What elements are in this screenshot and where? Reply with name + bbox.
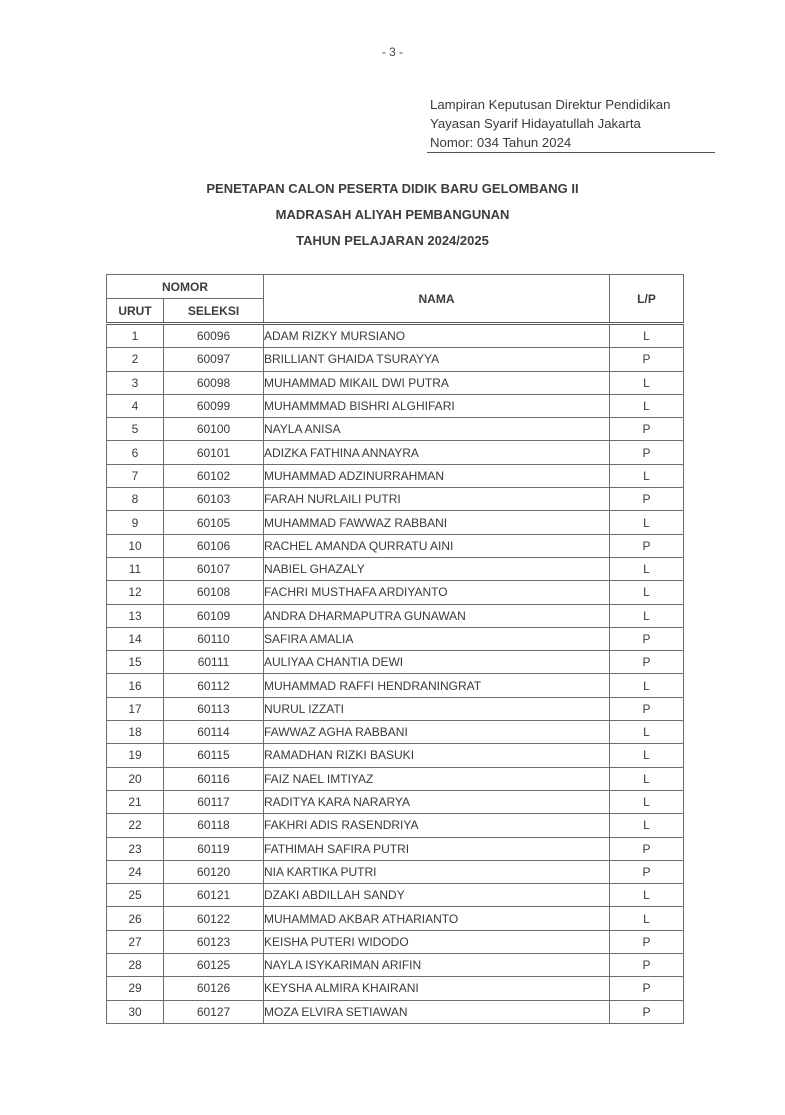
cell-nama: RACHEL AMANDA QURRATU AINI (264, 534, 610, 557)
cell-lp: P (610, 977, 684, 1000)
cell-urut: 10 (107, 534, 164, 557)
cell-urut: 18 (107, 721, 164, 744)
cell-urut: 17 (107, 697, 164, 720)
cell-urut: 19 (107, 744, 164, 767)
cell-seleksi: 60123 (164, 930, 264, 953)
cell-nama: FACHRI MUSTHAFA ARDIYANTO (264, 581, 610, 604)
header-nomor: NOMOR (107, 275, 264, 299)
cell-lp: P (610, 651, 684, 674)
cell-nama: ADAM RIZKY MURSIANO (264, 324, 610, 348)
cell-lp: P (610, 441, 684, 464)
cell-urut: 8 (107, 488, 164, 511)
table-row (107, 651, 684, 674)
table-row (107, 1000, 684, 1023)
document-title (0, 176, 785, 254)
title-line-year: TAHUN PELAJARAN 2024/2025 (296, 233, 489, 248)
cell-lp: P (610, 488, 684, 511)
header-lp: L/P (610, 275, 684, 324)
table-row (107, 837, 684, 860)
header-urut: URUT (107, 299, 164, 324)
header-nama: NAMA (264, 275, 610, 324)
cell-urut: 4 (107, 394, 164, 417)
table-row (107, 348, 684, 371)
table-row (107, 744, 684, 767)
cell-lp: L (610, 790, 684, 813)
cell-lp: L (610, 557, 684, 580)
cell-lp: P (610, 837, 684, 860)
cell-urut: 13 (107, 604, 164, 627)
cell-lp: P (610, 627, 684, 650)
table-row (107, 721, 684, 744)
cell-nama: ADIZKA FATHINA ANNAYRA (264, 441, 610, 464)
cell-nama: FARAH NURLAILI PUTRI (264, 488, 610, 511)
cell-lp: P (610, 418, 684, 441)
table-row (107, 324, 684, 348)
cell-seleksi: 60100 (164, 418, 264, 441)
table-row (107, 884, 684, 907)
cell-urut: 6 (107, 441, 164, 464)
attachment-line-foundation: Yayasan Syarif Hidayatullah Jakarta (430, 116, 641, 131)
cell-urut: 9 (107, 511, 164, 534)
cell-urut: 15 (107, 651, 164, 674)
cell-lp: L (610, 767, 684, 790)
cell-seleksi: 60119 (164, 837, 264, 860)
cell-seleksi: 60112 (164, 674, 264, 697)
attachment-underline (427, 152, 715, 153)
cell-seleksi: 60116 (164, 767, 264, 790)
cell-urut: 5 (107, 418, 164, 441)
cell-seleksi: 60101 (164, 441, 264, 464)
cell-seleksi: 60122 (164, 907, 264, 930)
cell-nama: NURUL IZZATI (264, 697, 610, 720)
cell-lp: L (610, 814, 684, 837)
cell-nama: AULIYAA CHANTIA DEWI (264, 651, 610, 674)
cell-lp: L (610, 907, 684, 930)
cell-lp: L (610, 721, 684, 744)
cell-nama: FAKHRI ADIS RASENDRIYA (264, 814, 610, 837)
cell-nama: MUHAMMAD MIKAIL DWI PUTRA (264, 371, 610, 394)
cell-nama: NAYLA ISYKARIMAN ARIFIN (264, 954, 610, 977)
table-row (107, 371, 684, 394)
cell-urut: 16 (107, 674, 164, 697)
table-row (107, 627, 684, 650)
table-row (107, 860, 684, 883)
cell-nama: RAMADHAN RIZKI BASUKI (264, 744, 610, 767)
title-line-main: PENETAPAN CALON PESERTA DIDIK BARU GELOMBANG II (206, 181, 579, 196)
cell-nama: RADITYA KARA NARARYA (264, 790, 610, 813)
cell-nama: MUHAMMAD RAFFI HENDRANINGRAT (264, 674, 610, 697)
cell-lp: L (610, 464, 684, 487)
cell-seleksi: 60126 (164, 977, 264, 1000)
cell-nama: SAFIRA AMALIA (264, 627, 610, 650)
page-number: - 3 - (381, 45, 404, 59)
cell-seleksi: 60118 (164, 814, 264, 837)
cell-lp: P (610, 348, 684, 371)
table-row (107, 534, 684, 557)
table-row (107, 418, 684, 441)
cell-seleksi: 60114 (164, 721, 264, 744)
cell-seleksi: 60111 (164, 651, 264, 674)
cell-lp: L (610, 604, 684, 627)
table-row (107, 511, 684, 534)
cell-lp: L (610, 674, 684, 697)
table-row (107, 604, 684, 627)
cell-seleksi: 60109 (164, 604, 264, 627)
table-row (107, 441, 684, 464)
table-row (107, 697, 684, 720)
cell-seleksi: 60117 (164, 790, 264, 813)
cell-nama: NIA KARTIKA PUTRI (264, 860, 610, 883)
cell-urut: 7 (107, 464, 164, 487)
cell-urut: 3 (107, 371, 164, 394)
cell-seleksi: 60102 (164, 464, 264, 487)
cell-seleksi: 60105 (164, 511, 264, 534)
cell-nama: MUHAMMAD AKBAR ATHARIANTO (264, 907, 610, 930)
cell-lp: L (610, 371, 684, 394)
cell-nama: MUHAMMMAD BISHRI ALGHIFARI (264, 394, 610, 417)
cell-lp: L (610, 511, 684, 534)
cell-seleksi: 60115 (164, 744, 264, 767)
attachment-line-number: Nomor: 034 Tahun 2024 (430, 135, 572, 150)
cell-urut: 24 (107, 860, 164, 883)
table-row (107, 464, 684, 487)
header-seleksi: SELEKSI (164, 299, 264, 324)
cell-urut: 26 (107, 907, 164, 930)
cell-nama: NABIEL GHAZALY (264, 557, 610, 580)
cell-urut: 12 (107, 581, 164, 604)
cell-nama: NAYLA ANISA (264, 418, 610, 441)
table-row (107, 488, 684, 511)
cell-urut: 2 (107, 348, 164, 371)
table-row (107, 930, 684, 953)
table-header (107, 275, 684, 324)
cell-lp: L (610, 324, 684, 348)
cell-nama: MOZA ELVIRA SETIAWAN (264, 1000, 610, 1023)
cell-urut: 28 (107, 954, 164, 977)
cell-urut: 27 (107, 930, 164, 953)
cell-urut: 21 (107, 790, 164, 813)
cell-lp: P (610, 1000, 684, 1023)
cell-seleksi: 60106 (164, 534, 264, 557)
cell-seleksi: 60108 (164, 581, 264, 604)
cell-lp: L (610, 744, 684, 767)
table-row (107, 907, 684, 930)
cell-seleksi: 60103 (164, 488, 264, 511)
cell-urut: 29 (107, 977, 164, 1000)
cell-lp: P (610, 954, 684, 977)
cell-nama: MUHAMMAD ADZINURRAHMAN (264, 464, 610, 487)
table-row (107, 790, 684, 813)
cell-seleksi: 60098 (164, 371, 264, 394)
table-row (107, 674, 684, 697)
table-body (107, 324, 684, 1024)
cell-nama: KEISHA PUTERI WIDODO (264, 930, 610, 953)
cell-nama: ANDRA DHARMAPUTRA GUNAWAN (264, 604, 610, 627)
cell-urut: 23 (107, 837, 164, 860)
table-row (107, 814, 684, 837)
cell-seleksi: 60120 (164, 860, 264, 883)
cell-lp: P (610, 697, 684, 720)
cell-seleksi: 60107 (164, 557, 264, 580)
cell-lp: L (610, 394, 684, 417)
attachment-line-decree: Lampiran Keputusan Direktur Pendidikan (430, 97, 671, 112)
cell-nama: MUHAMMAD FAWWAZ RABBANI (264, 511, 610, 534)
table-row (107, 581, 684, 604)
cell-nama: KEYSHA ALMIRA KHAIRANI (264, 977, 610, 1000)
cell-seleksi: 60097 (164, 348, 264, 371)
cell-seleksi: 60099 (164, 394, 264, 417)
cell-lp: L (610, 581, 684, 604)
cell-lp: P (610, 860, 684, 883)
title-line-school: MADRASAH ALIYAH PEMBANGUNAN (275, 207, 510, 222)
student-roster-table (106, 274, 684, 1024)
cell-urut: 14 (107, 627, 164, 650)
table-row (107, 557, 684, 580)
cell-nama: DZAKI ABDILLAH SANDY (264, 884, 610, 907)
cell-lp: P (610, 534, 684, 557)
cell-seleksi: 60127 (164, 1000, 264, 1023)
cell-nama: BRILLIANT GHAIDA TSURAYYA (264, 348, 610, 371)
cell-nama: FAIZ NAEL IMTIYAZ (264, 767, 610, 790)
cell-lp: P (610, 930, 684, 953)
table-row (107, 767, 684, 790)
table-row (107, 394, 684, 417)
cell-seleksi: 60096 (164, 324, 264, 348)
cell-urut: 25 (107, 884, 164, 907)
table-row (107, 954, 684, 977)
cell-urut: 22 (107, 814, 164, 837)
cell-seleksi: 60125 (164, 954, 264, 977)
cell-urut: 20 (107, 767, 164, 790)
table-row (107, 977, 684, 1000)
cell-seleksi: 60113 (164, 697, 264, 720)
cell-nama: FATHIMAH SAFIRA PUTRI (264, 837, 610, 860)
attachment-reference (430, 95, 716, 152)
cell-nama: FAWWAZ AGHA RABBANI (264, 721, 610, 744)
cell-urut: 11 (107, 557, 164, 580)
cell-seleksi: 60110 (164, 627, 264, 650)
cell-urut: 1 (107, 324, 164, 348)
cell-lp: L (610, 884, 684, 907)
cell-seleksi: 60121 (164, 884, 264, 907)
cell-urut: 30 (107, 1000, 164, 1023)
